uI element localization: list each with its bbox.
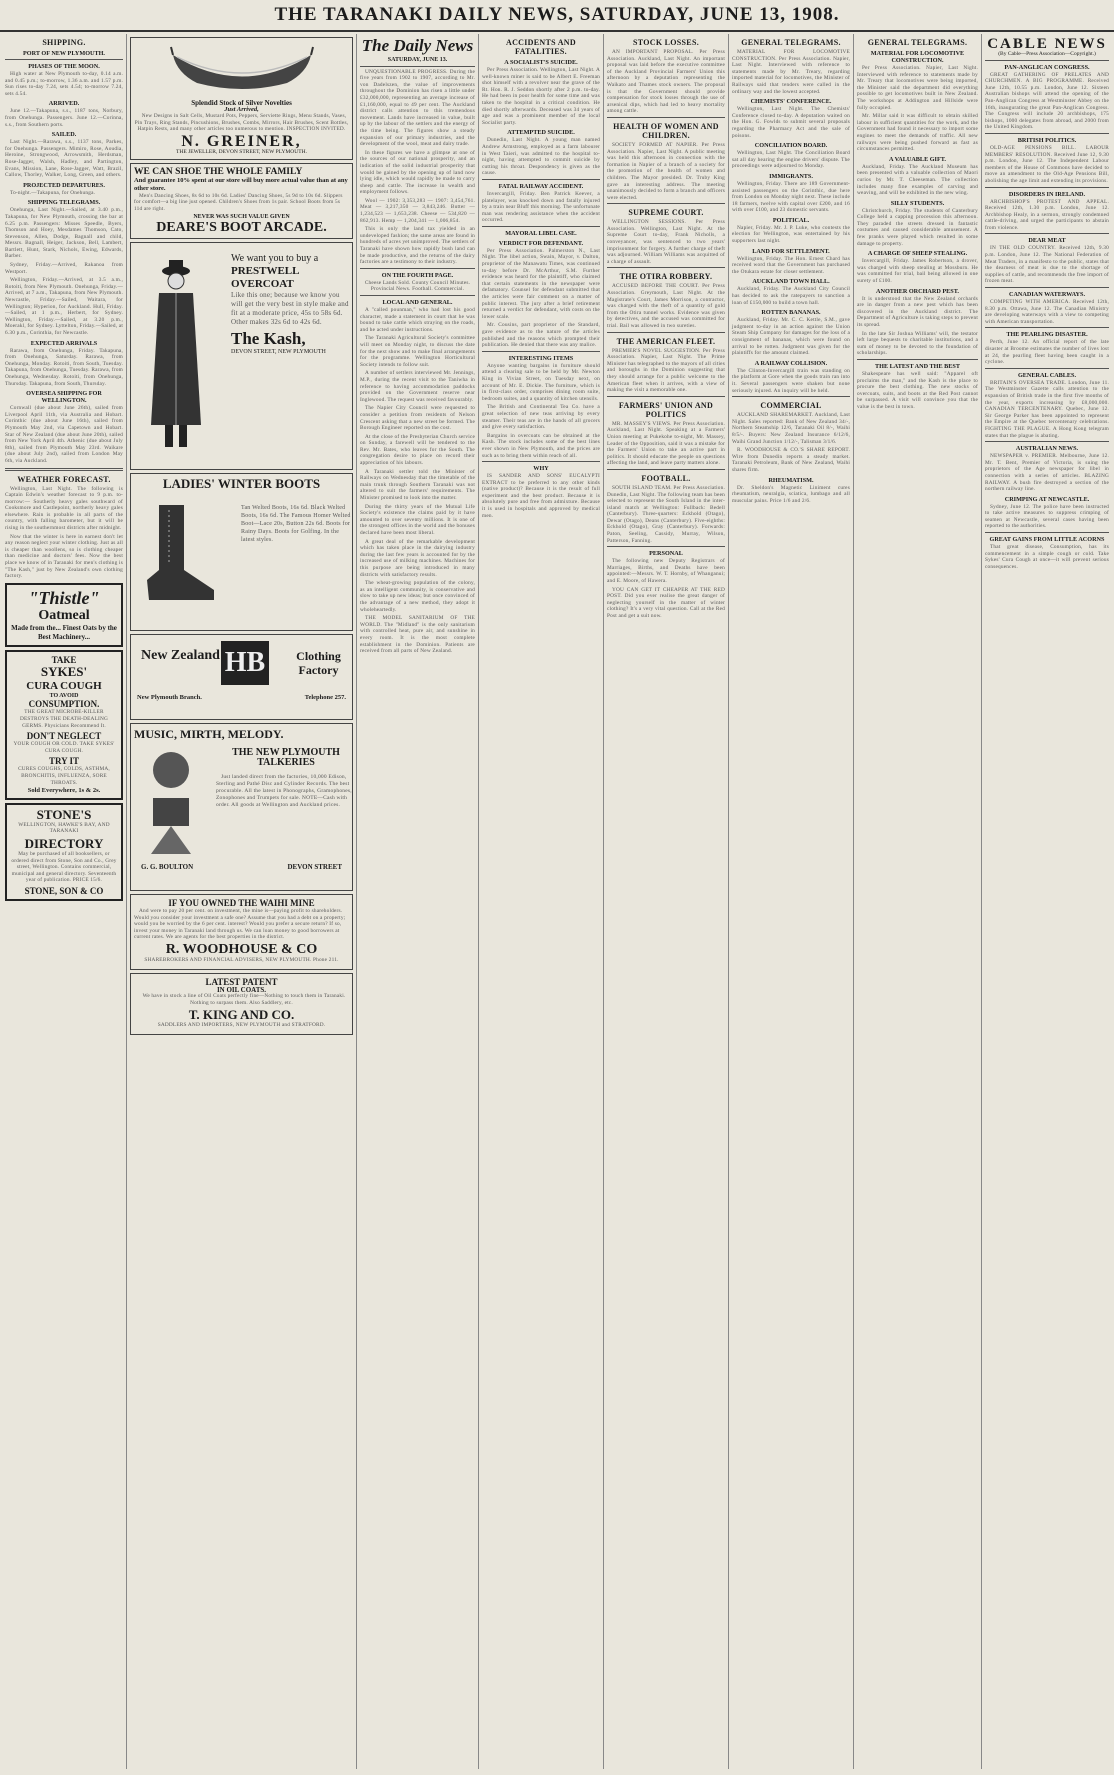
jeweller-address: THE JEWELLER, DEVON STREET, NEW PLYMOUTH. — [176, 148, 307, 155]
text-block: AN IMPORTANT PROPOSAL. Per Press Association. Auckland, Last Night. An important proposal was laid before the executive committee of the Auckland Provincial Farmers' Union this afternoon by a deputation representing the Waikato and Thames stock owners. The proposal is that the Government should provide compensation for stock losses through the use of arsenical dips, which had led to heavy mortality among cattle. — [607, 49, 725, 115]
heading-great-gains: GREAT GAINS FROM LITTLE ACORNS — [989, 536, 1105, 544]
text-block: Mr. Millar said it was difficult to obtain skilled labour in sufficient quantities for the work, and the Government had found it necessary to import some engines to meet the demands of traffic. All new railways were being pushed forward as fast as circumstances permitted. — [857, 113, 978, 153]
new-zealand-label: New Zealand — [141, 647, 220, 663]
text-block: The Clinton-Invercargill train was standing on the platform at Gore when the goods train ran into it. Several passengers were shaken but none seriously injured. An inquiry will be held. — [732, 367, 850, 394]
text-block: SADDLERS AND IMPORTERS, NEW PLYMOUTH and STRATFORD. — [157, 1022, 326, 1029]
dont-neglect-label: DON'T NEGLECT — [26, 731, 102, 742]
heading-attempted-suicide: ATTEMPTED SUICIDE. — [507, 129, 575, 137]
text-block: Invercargill, Friday. Ben Patrick Keever, a platelayer, was knocked down and fatally injured by a train near Bluff this morning. The unfortunate man was rendering assistance when the accident occurred. — [482, 190, 600, 224]
guarantee-text: And guarantee 10% spent at our store will buy more actual value than at any other store. — [134, 176, 348, 192]
kash-title: The Kash, — [231, 328, 306, 348]
text-block: ACCUSED BEFORE THE COURT. Per Press Association. Greymouth, Last Night. At the Magistrate's Court, James Morrison, a contractor, was charged with the theft of a quantity of gold from the Otira tunnel works. Evidence was given by detectives, and the accused was committed for trial. Bail was allowed in two sureties. — [607, 283, 725, 329]
text-block: Per Press Association. Napier, Last Night. Interviewed with reference to statements made by Mr. Treary that locomotives were being imported, the Minister said the department did everything possible to get locomotives built in New Zealand. The workshops at Addington and Hillside were fully occupied. — [857, 65, 978, 111]
text-block: Bargains in overcoats can be obtained at the Kash. The stock includes some of the best lines ever shown in New Plymouth, and the prices are such as to bring them within reach of all. — [482, 432, 600, 459]
heading-supreme-court: SUPREME COURT. — [628, 208, 704, 218]
text-block: The Taranaki Agricultural Society's committee will meet on Monday night, to discuss the date for the next show and to make final arrangements for the programme. Wellington Horticultural Society intends to follow suit. — [360, 335, 475, 368]
text-block: SOUTH ISLAND TEAM. Per Press Association. Dunedin, Last Night. The following team has been selected to represent the South Island in the inter-island match at Wellington: Fullback: Bedell (Canterbury). Three-quarters: Eckhold (Otago), Dewar (Otago), Deans (Canterbury). Five-eighths: Eckhold (Otago), Gray (Canterbury). Forwards: Paton, Seeling, Cassidy, Murray, Wilson, Patterson, Fanning. — [607, 484, 725, 544]
sold-everywhere: Sold Everywhere, 1s & 2s. — [27, 787, 101, 795]
heading-suicide: A SOCIALIST'S SUICIDE. — [504, 59, 578, 66]
heading-land-settlement: LAND FOR SETTLEMENT. — [752, 247, 830, 255]
heading-general-cables: GENERAL CABLES. — [1017, 371, 1077, 379]
text-block: In these figures we have a glimpse at one of the sources of our national prosperity, and an indication of the solid industrial prosperity that would be gained by the opening up of land now lying idle, which would rapidly be made to carry sheep and cattle. The increase in wealth and employment follows. — [360, 149, 475, 196]
heading-verdict: VERDICT FOR DEFENDANT. — [498, 239, 584, 247]
text-block: AUCKLAND SHAREMARKET. Auckland, Last Night. Sales reported: Bank of New Zealand 34/-, Northern Steamship 12/6, Taranaki Oil 8/-, Waihi 8/5/-. Buyers: New Zealand Insurance 6/12/6, Waihi Grand Junction 1/12/-, Talisman 3/1/6. — [732, 412, 850, 445]
text-block: Last Night.—Rarawa, s.s., 1137 tons, Parkes, for Onehunga. Passengers. Mimiro, Rose, Aoudia, Heroine, Strongwood, Arrowsmith, Herdsman, Rose-Jagger, Walsh, Hadley, and Partington, Evans, Mission, Lane, Rose-Jagger, Watt, Brazil, Callow, Thorley, Walker, Long, Green, and others. — [5, 139, 123, 179]
column-stock-losses — [604, 34, 729, 1769]
branch-label: New Plymouth Branch. — [137, 693, 202, 701]
oatmeal-title: Oatmeal — [38, 607, 90, 623]
sykes-cura-cough-ad — [5, 650, 123, 800]
text-block: OLD-AGE PENSIONS BILL. LABOUR MEMBERS' RESOLUTION. Received June 12, 9.30 p.m. London, June 12. The Independent Labour members of the House of Commons have decided to move an amendment to the Old-Age Pensions Bill, abolishing the age limit and extending its provisions. — [985, 144, 1109, 184]
heading-phases: PHASES OF THE MOON. — [28, 63, 100, 70]
cable-news-title: CABLE NEWS — [987, 36, 1107, 52]
column-general-telegrams-2 — [854, 34, 982, 1769]
heading-chemists-conference: CHEMISTS' CONFERENCE. — [750, 98, 832, 106]
heading-material: MATERIAL FOR LOCOMOTIVE CONSTRUCTION. — [870, 50, 965, 64]
heading-arrived: ARRIVED. — [48, 100, 80, 108]
text-block: New Designs in Salt Cells, Mustard Pots, Peppers, Serviette Rings, Menu Stands, Vases, Pin Trays, Ring Stands, Pincushions, Brushes, Combs, Mirrors, Hair Brushes, Scent Bottles, Hatpin Rests, and many other articles too numerous to mention. INSPECTION INVITED. — [134, 113, 349, 133]
text-block: Wellington, Friday. There are 189 Government-assisted passengers on the Corinthic, due here from London on Monday night next. These include 18 farmers, twelve with capital over £200, and 16 with over £100, and 23 domestic servants. — [732, 180, 850, 214]
text-block: Cornwall (due about June 26th), sailed from Liverpool April 11th, via Australia and Hobart. Corinthic (due about June 16th), sailed from Plymouth May 2nd, via Capetown and Hobart. Star of New Zealand (due about June 20th), sailed from New York April 4th. Athenic (due about July 8th), sailed from Plymouth May 23rd. Waikare (due about July 2nd), sailed from London May 6th, via Auckland. — [5, 405, 123, 464]
boulton-label: G. G. BOULTON — [141, 862, 194, 871]
text-block: This is only the land tax yielded in an undeveloped fashion; the same areas are found in hundreds of acres yet unimproved. The settlers of Taranaki have shown how rapidly bush land can be made productive, and the returns of the dairy factories are a testimony to their industry. — [360, 226, 475, 266]
heading-projected: PROJECTED DEPARTURES. — [23, 181, 105, 189]
kash-overcoat-ad — [130, 242, 353, 470]
cable-news-subtitle: (By Cable—Press Association—Copyright.) — [998, 51, 1096, 57]
canoe-caption: Splendid Stock of Silver Novelties — [191, 99, 292, 107]
text-block: Wellington, Last Night. The Chemists' Conference closed to-day. A deputation waited on the Hon. G. Fowlds to submit several proposals regarding the Pharmacy Act and the sale of poisons. — [732, 106, 850, 139]
ladies-boots-ad — [130, 473, 353, 631]
heading-sailed: SAILED. — [51, 131, 77, 139]
text-block: Napier, Friday. Mr. J. P. Luke, who contests the election for Wellington, was entertained by his supporters last night. — [732, 224, 850, 245]
heading-rotten-bananas: ROTTEN BANANAS. — [761, 309, 821, 317]
text-block: CURES COUGHS, COLDS, ASTHMA, BRONCHITIS, INFLUENZA, SORE THROATS. — [18, 766, 110, 786]
text-block: Dunedin, Last Night. A young man named Andrew Armstrong, employed as a farm labourer in West Taieri, was admitted to the hospital to-night, having attempted to commit suicide by cutting his throat. Despondency is given as the cause. — [482, 137, 600, 177]
text-block: Wellington, Friday.—Arrived, at 3.5 a.m., Rotoiti, from New Plymouth. Onehunga, Friday.—Arrived, at 7 a.m., Takapuna, from New Plymouth. Newcastle, Friday.—Sailed, Waitara, for Wellington; Hyperion, for Auckland. Hull, Friday.—Sailed, at 1 p.m., Herbert, for Sydney. Wellington, Friday.—Sailed, at 3.20 p.m., Moerakl, for Sydney. Lyttelton, Friday.—Sailed, at 6.30 p.m., Corinthia, for Newcastle. — [5, 277, 123, 336]
text-block: Rarawa, from Onehunga, Friday. Takapuna, from Onehunga, Saturday. Rarawa, from Onehunga, Monday. Rotoiti, from South, Tuesday. Takapuna, from Onehunga, Tuesday. Rarawa, from Onehunga, Wednesday. Rotoiti, from Onehunga, Thursday. Takapuna, from South, Thursday. — [5, 347, 123, 387]
text-block: Anyone wanting bargains in furniture should attend a clearing sale to be held by Mr. Newton King in Vivian Street, on Tuesday next, on account of Mr. E. Dickie. The furniture, which is in first-class order, comprises dining room suite, bedroom suites, and a quantity of kitchen utensils. — [482, 362, 600, 402]
text-block: The British and Continental Tea Co. have a great selection of new teas arriving by every steamer. Their teas are in the hands of all grocers and give every satisfaction. — [482, 404, 600, 431]
thistle-title: "Thistle" — [28, 587, 100, 608]
text-block: Wellington, Friday. The Hon. Ernest Chard has received word that the Government has purchased the Otukara estate for closer settlement. — [732, 255, 850, 275]
text-block: IN THE OLD COUNTRY. Received 12th, 9.30 p.m. London, June 12. The National Federation of Meat Traders, in a manifesto to the public, states that the dearness of meat is due to the shortage of supplies of cattle, and recommends the free import of frozen meat. — [985, 245, 1109, 285]
heading-australian-news: AUSTRALIAN NEWS. — [1015, 445, 1079, 453]
king-title: T. KING AND CO. — [188, 1007, 295, 1023]
text-block: SHAREBROKERS AND FINANCIAL ADVISERS, NEW PLYMOUTH. Phone 211. — [144, 956, 339, 963]
daily-news-title: The Daily News — [361, 36, 474, 55]
text-block: NEWSPAPER v. PREMIER. Melbourne, June 12. Mr. T. Bent, Premier of Victoria, is suing the proprietors of the Age newspaper for libel in connection with a series of articles. BLAZING RAILWAY. A bush fire destroyed a section of the northern railway line. — [985, 453, 1109, 493]
column-general-telegrams — [729, 34, 854, 1769]
text-block: Wellington, Last Night. The following is Captain Edwin's weather forecast to 9 p.m. to-morrow:— Southerly heavy gales southward of Cooksmore and Castlepoint, northerly heavy gales elsewhere. Rain is probable in all parts of the country, with falling barometer, but it will be rising in the southernmost districts after midnight. — [5, 485, 123, 532]
text-block: Like this one; because we know you will get the very best in style make and fit at a moderate price, 45s to 58s 6d. Other makes 32s 6d to 42s 6d. — [231, 290, 349, 326]
heading-british-politics: BRITISH POLITICS. — [1017, 136, 1077, 144]
boot-image — [139, 500, 219, 610]
heading-general-telegrams-2: GENERAL TELEGRAMS. — [867, 38, 968, 47]
column-cable-news — [982, 34, 1112, 1769]
text-block: The following new Deputy Registrars of Marriages, Births, and Deaths have been appointed:—Messrs. W. T. Hornby, of Whanganui; and E. Moore, of Hawera. — [607, 558, 725, 585]
heading-valuable-gift: A VALUABLE GIFT. — [889, 155, 946, 163]
stones-title: STONE'S — [36, 806, 92, 822]
text-block: We have in stock a line of Oil Coats perfectly fine—Nothing to touch them in Taranaki. Nothing to surpass them. Also Saddlery, etc. — [142, 993, 346, 1006]
talkeries-title: THE NEW PLYMOUTH TALKERIES — [232, 746, 340, 768]
heading-railway-collision: A RAILWAY COLLISION. — [754, 359, 828, 367]
masthead: THE TARANAKI DAILY NEWS, SATURDAY, JUNE 13, 1908. — [0, 4, 1114, 32]
devon-street-label: DEVON STREET — [287, 862, 342, 871]
heading-farmers-union: FARMERS' UNION AND POLITICS — [618, 400, 714, 419]
heading-personal: PERSONAL — [649, 550, 683, 558]
text-block: Onehunga, Last Night.—Sailed, at 3.40 p.m., Takapuna, for New Plymouth, crossing the bar at 6.25 p.m. Passengers: Misses Speedle, Byers, Thomson and Hoey, Mesdames Thomson, Cato, Stevenson, Allen, Dodge, Bagnall and child, Messrs. Bagnall, Heiger, Jackson, Bell, Lambert, Bartlett, Hunt, Stark, Nichols, Ewing, Edwards, Barber. — [5, 207, 123, 260]
heading-auckland-town-hall: AUCKLAND TOWN HALL. — [752, 278, 830, 286]
text-block: IS SANDER AND SONS' EUCALYPTI EXTRACT to be preferred to any other kinds (native product)? Because it is the result of full experiment and the best product. Because it is absolutely pure and free from admixture. Because it is used in hospitals and approved by medical men. — [482, 473, 600, 519]
heading-pearling-disaster: THE PEARLING DISASTER. — [1006, 331, 1088, 339]
text-block: And were to pay 20 per cent. on investment, the mine is—paying profit to shareholders. Would you consider your investment a safe one? Assume that you had a debt on a property; would you be worried by the 6 per cent. interest? Would you prefer a secure return? If so, invest your money in Taranaki land through us. We can loan money to good borrowers at current rates. We are agents for the best properties in the district. — [134, 907, 346, 941]
text-block: A Taranaki settler told the Minister of Railways on Wednesday that the timetable of the main trunk through Southern Taranaki was not altered to suit the farmers' requirements. The Minister promised to look into the matter. — [360, 468, 475, 502]
text-block: PREMIER'S NOVEL SUGGESTION. Per Press Association. Napier, Last Night. The Prime Minister has telegraphed to the mayors of all cities and boroughs in the Dominion suggesting that they should arrange for a public welcome to the American fleet when it arrives, with a view of making the visit a memorable one. — [607, 347, 725, 394]
text-block: May be purchased of all booksellers, or ordered direct from Stone, Son and Co., Grey street, Wellington. Contains commercial, municipal and general directory. Seventeenth year of publication. PRICE 15/6. — [11, 850, 117, 884]
text-block: Sydney, June 12. The police have been instructed to take active measures to suppress crimping of seamen at Newcastle, several cases having been reported to the authorities. — [985, 503, 1109, 530]
heading-pan-anglican: PAN-ANGLICAN CONGRESS. — [1004, 63, 1090, 71]
text-block: During the thirty years of the Mutual Life Society's existence the claims paid by it have amounted to over seventy millions. It is one of the strongest offices in the world and the bonuses declared have been most liberal. — [360, 503, 475, 536]
text-block: R. WOODHOUSE & CO.'S SHARE REPORT. Wire from Dunedin reports a steady market. Taranaki Petroleum, Bank of New Zealand, Waihi shares firm. — [732, 447, 850, 473]
text-block: A great deal of the remarkable development which has taken place in the dairying industry during the last few years is accounted for by the increased use of milking machines. Machines for this purpose are being introduced in many districts with satisfactory results. — [360, 538, 475, 578]
take-label: TAKE — [51, 654, 77, 665]
text-block: THE GREAT MICROBE-KILLER DESTROYS THE DEATH-DEALING GERMS. Physicians Recommend It. — [19, 709, 109, 729]
heading-silly-students: SILLY STUDENTS. — [890, 199, 945, 207]
heading-dear-meat: DEAR MEAT — [1028, 237, 1066, 245]
text-block: Auckland, Friday. Mr. C. C. Kettle, S.M., gave judgment to-day in an action against the Union Steam Ship Company for damages for the loss of a consignment of bananas, which were found on arrival to be rotten. Judgment was given for the plaintiffs for the amount claimed. — [732, 317, 850, 357]
heading-fourth-page: ON THE FOURTH PAGE. — [381, 271, 454, 279]
heading-conciliation: CONCILIATION BOARD. — [754, 142, 828, 150]
directory-title: DIRECTORY — [24, 835, 104, 851]
clothing-factory-label: Clothing Factory — [296, 648, 341, 677]
heading-general-telegrams: GENERAL TELEGRAMS. — [741, 38, 841, 47]
ladies-boots-title: LADIES' WINTER BOOTS — [162, 475, 321, 491]
oil-coats-label: IN OIL COATS. — [216, 985, 267, 994]
cura-cough-label: CURA COUGH — [26, 679, 102, 692]
king-oilcoats-ad — [130, 973, 353, 1035]
text-block: A "called pounman," who had lost his good character, made a statement in court that he was bound to take cattle which straying on the roads, and he acted under instructions. — [360, 307, 475, 333]
text-block: Sydney, Friday.—Arrived, Rakanoa from Westport. — [5, 262, 123, 275]
consumption-label: CONSUMPTION. — [28, 699, 100, 710]
try-it-label: TRY IT — [48, 756, 80, 767]
heading-sheep-stealing: A CHARGE OF SHEEP STEALING. — [867, 250, 968, 258]
heading-expected: EXPECTED ARRIVALS — [30, 339, 98, 347]
text-block: Invercargill, Friday. James Robertson, a drover, was charged with sheep stealing at Mossburn. He was committed for trial, bail being allowed in one surety of £100. — [857, 258, 978, 285]
greiner-ad — [130, 37, 353, 160]
text-block: WELLINGTON, HAWKE'S BAY, AND TARANAKI — [18, 821, 110, 835]
heading-health-women: HEALTH OF WOMEN AND CHILDREN. — [613, 121, 719, 140]
text-block: YOU CAN GET IT CHEAPER AT THE RED POST. Did you ever realise the great danger of neglecting yourself in the matter of winter clothing? It's a very vital question. Call at the Red Post and get a suit now. — [607, 586, 725, 619]
text-block: That great disease, Consumption, has its commencement in a simple cough or cold. Take Sykes' Cura Cough at once—it will prevent serious consequences. — [985, 544, 1109, 570]
avoid-label: TO AVOID — [49, 692, 79, 699]
daily-news-date: SATURDAY, JUNE 13. — [387, 57, 448, 63]
text-block: YOUR COUGH OR COLD. TAKE SYKES' CURA COUGH. — [13, 741, 115, 754]
text-block: June 12.—Takapuna, s.s., 1187 tons, Norbury, from Onehunga. Passengers. June 12.—Corinna, s.s., from Southern ports. — [5, 108, 123, 128]
thistle-oatmeal-ad — [5, 583, 123, 647]
overcoat-man-image — [141, 255, 211, 455]
text-block: GREAT GATHERING OF PRELATES AND CHURCHMEN. A BIG PROGRAMME. Received June 12th, 10.55 p.m. London, June 12. Sixteen Australian bishops will attend the opening of the Pan-Anglican Congress at Westminster Abbey on the 16th, inaugurating the great Pan-Anglican Congress. The Congress will include 20 archbishops, 175 bishops, 1000 delegates from abroad, and 2000 from the United Kingdom. — [985, 71, 1109, 131]
heading-stock-losses: STOCK LOSSES. — [632, 38, 699, 47]
text-block: To-night.—Takapuna, for Onehunga. — [10, 189, 96, 196]
heading-orchard-pest: ANOTHER ORCHARD PEST. — [876, 287, 959, 295]
text-block: High water at New Plymouth to-day, 0.14 a.m. and 0.45 p.m.; to-morrow, 1.36 a.m. and 1.57 p.m. Sun rises to-day 7.24, sets 4.54; to-morrow 7.24, sets 4.54. — [5, 71, 123, 97]
heading-weather: WEATHER FORECAST. — [17, 474, 111, 484]
heading-port: PORT OF NEW PLYMOUTH. — [23, 50, 105, 57]
heading-commercial: COMMERCIAL — [760, 401, 822, 411]
oatmeal-subtitle: Made from the... Finest Oats by the Best Machinery... — [11, 623, 117, 641]
prestwell-title: PRESTWELL OVERCOAT — [231, 264, 299, 290]
column-daily-news — [357, 34, 479, 1769]
heading-political: POLITICAL. — [772, 216, 810, 224]
text-block: Per Press Association. Wellington, Last Night. A well-known miner is said to be Albert E. Freeman shot himself with a revolver near the grave of the Rt. Hon. R. J. Seddon shortly after 2 p.m. to-day. He had been in poor health for some time and was taken to the hospital in a critical condition. He died shortly afterwards. Deceased was 34 years of age and was a prominent member of the local Socialist party. — [482, 67, 600, 126]
telephone-label: Telephone 257. — [304, 693, 346, 701]
heading-rheumatism: RHEUMATISM. — [768, 476, 814, 484]
heading-otira-robbery: THE OTIRA ROBBERY. — [619, 272, 713, 282]
heading-why: WHY — [533, 465, 549, 473]
text-block: Shakespeare has well said: "Apparel oft proclaims the man," and the Kash is the place to procure the best clothing. The new stocks of overcoats, suits, and boots at the Red Post cannot be surpassed. A visit will convince you that the value is the best in town. — [857, 370, 978, 410]
text-block: Tan Welted Boots, 16s 6d. Black Welted Boots, 16s 6d. The Famous Homer Welted Boot—Lace 20s, Button 22s 6d. Boots for Rainy Days. Boots for Golfing. In the latest styles. — [241, 504, 351, 543]
heading-shipping: SHIPPING. — [42, 38, 86, 47]
text-block: MR. MASSEY'S VIEWS. Per Press Association. Auckland, Last Night. Speaking at a Farmers' Union meeting at Pukekohe to-night, Mr. Massey, Leader of the Opposition, said it was a mistake for the Farmers' Union to take an active part in politics. It should educate the people on questions affecting the land, and leave party matters alone. — [607, 420, 725, 467]
text-block: Dr. Sheldon's Magnetic Liniment cures rheumatism, neuralgia, sciatica, lumbago and all muscular pains. Price 1/6 and 2/6. — [732, 484, 850, 504]
text-block: Christchurch, Friday. The students of Canterbury College held a capping procession this afternoon. They paraded the streets dressed in fantastic costumes and caused considerable amusement. A few pranks were played which resulted in some damage to property. — [857, 207, 978, 247]
heading-american-fleet: THE AMERICAN FLEET. — [616, 336, 716, 346]
text-block: Per Press Association. Palmerston N., Last Night. The libel action, Swain, Mayor, v. Dalton, proprietor of the Manawatu Times, was continued to-day before Dr. McArthur, S.M. Further evidence was heard for the plaintiff, who claimed that certain statements in the newspaper were defamatory. Counsel for defendant submitted that the articles were fair comment on a matter of public interest. The jury after a brief retirement returned a verdict for defendant, with costs on the lower scale. — [482, 247, 600, 320]
text-block: Men's Dancing Shoes, 8s 6d to 10s 6d. Ladies' Dancing Shoes, 5s 9d to 10s 6d. Slippers for comfort—a big line just opened. Children's Shoes from 1s pair. School Boots from 5s 11d are right. — [134, 192, 343, 212]
heading-oversea: OVERSEA SHIPPING FOR WELLINGTON. — [26, 390, 102, 405]
text-block: The Napier City Council were requested to consider a petition from residents of Nelson Crescent asking that a new street be formed. The Borough Engineer reported on the cost. — [360, 405, 475, 432]
heading-railway-accident: FATAL RAILWAY ACCIDENT. — [498, 182, 584, 190]
never-value: NEVER WAS SUCH VALUE GIVEN — [193, 214, 290, 221]
heading-crimping: CRIMPING AT NEWCASTLE. — [1004, 495, 1090, 503]
heading-canadian-waterways: CANADIAN WATERWAYS. — [1009, 291, 1085, 299]
heading-latest-best: THE LATEST AND THE BEST — [875, 362, 960, 370]
text-block: SOCIETY FORMED AT NAPIER. Per Press Association. Napier, Last Night. A public meeting was held this afternoon in connection with the formation in Napier of a branch of a society for the promotion of the health of women and children. The Mayor presided. Dr. Truby King gave an interesting address. The meeting unanimously decided to form a branch and officers were elected. — [607, 141, 725, 201]
waihi-heading: IF YOU OWNED THE WAIHI MINE — [168, 897, 315, 908]
text-block: Just landed direct from the factories, 10,000 Edison, Sterling and Pathé Disc and Cylinder Records. The best procurable. All the latest in Phonographs, Gramophones, Zonophones and Trumpets for sale. NOTE—Cash with order. All goods at Wellington and Auckland prices. — [216, 773, 352, 808]
text-block: It is understood that the New Zealand orchards are in danger from a new pest which has been discovered in the Auckland district. The Department of Agriculture is taking steps to prevent its spread. — [857, 295, 978, 328]
text-block: MATERIAL FOR LOCOMOTIVE CONSTRUCTION. Per Press Association. Napier, Last Night. Interviewed with reference to statements made by Mr. Treary, regarding imported material for locomotives, the Minister of Railways said that tenders were called in the ordinary way and the lowest accepted. — [732, 49, 850, 95]
heading-accidents: ACCIDENTS AND FATALITIES. — [506, 38, 576, 56]
heading-telegrams: SHIPPING TELEGRAMS. — [27, 199, 101, 207]
latest-patent: LATEST PATENT — [205, 976, 278, 987]
gramophone-image — [141, 748, 201, 858]
text-block: In the late Sir Joshua Williams' will, the testator left large bequests to charitable institutions, and a sum of money to be devoted to the foundation of scholarships. — [857, 330, 978, 357]
text-block: Mr. Cousins, part proprietor of the Standard, gave evidence as to the nature of the articles published and the reasons which prompted their publication. He denied that there was any malice. — [482, 322, 600, 349]
text-block: At the close of the Presbyterian Church service on Sunday, a farewell will be tendered to the Rev. Mr. Bates, who leaves for the South. The congregation desire to place on record their appreciation of his labours. — [360, 433, 475, 467]
text-block: THE MODEL SANITARIUM OF THE WORLD. The "Midland" is the only sanitarium with controlled heat, pure air, and sunshine in every room. It is the most complete establishment in the Dominion. Patients are received from all parts of New Zealand. — [360, 615, 475, 655]
text-block: COMPETING WITH AMERICA. Received 12th, 8.30 p.m. Ottawa, June 12. The Canadian Ministry are developing waterways with a view to competing with American transportation. — [985, 299, 1109, 325]
text-block: Auckland, Friday. The Auckland Museum has been presented with a valuable collection of Maori curios by Mr. T. Cheeseman. The collection includes many fine examples of carving and weaving, and will be exhibited in the new wing. — [857, 163, 978, 197]
kash-address: DEVON STREET, NEW PLYMOUTH — [231, 348, 326, 355]
woodhouse-title: R. WOODHOUSE & CO — [165, 941, 318, 957]
music-title: MUSIC, MIRTH, MELODY. — [134, 726, 284, 741]
text-block: Perth, June 12. An official report of the late disaster at Broome estimates the number of lives lost at 24, the pearling fleet having been caught in a cyclone. — [985, 339, 1109, 366]
hb-logo: HB — [221, 641, 269, 685]
text-block: Now that the winter is here in earnest don't let any reason neglect your winter clothing. Just as all is cheaper than woollens, so is clothing cheaper than medicine and doctors' fees. Now the best place we know of in Taranaki for men's clothing is "The Kash," just by New Zealand's own clothing factory. — [5, 533, 123, 580]
greiner-title: N. GREINER, — [181, 132, 302, 150]
text-block: WELLINGTON SESSIONS. Per Press Association. Wellington, Last Night. At the Supreme Court to-day, Frank Nicholls, a conveyancer, was sentenced to two years' imprisonment for forgery. A further charge of theft was adjourned. William Williams was acquitted of a charge of assault. — [607, 219, 725, 265]
column-accidents — [479, 34, 604, 1769]
heading-disorders-ireland: DISORDERS IN IRELAND. — [1008, 190, 1086, 198]
text-block: A number of settlers interviewed Mr. Jennings, M.P., during the recent visit to the Taniwha in reference to having accommodation paddocks provided on the Government reserve near Inglewood. The request was received favourably. — [360, 370, 475, 403]
text-block: ARCHBISHOP'S PROTEST AND APPEAL. Received 12th, 1.30 p.m. London, June 12. Archbishop Healy, in a sermon, strongly condemned cattle-driving, and urged the participants to abstain from violence. — [985, 198, 1109, 231]
silver-canoe-image — [167, 43, 317, 98]
text-block: Cheese Lands Sold. County Council Minutes. Provincial News. Football. Commercial. — [364, 279, 471, 293]
heading-mayoral-libel: MAYORAL LIBEL CASE. — [505, 229, 577, 237]
heading-interesting-items: INTERESTING ITEMS — [508, 354, 574, 362]
heading-immigrants: IMMIGRANTS. — [769, 172, 813, 180]
text-block: Auckland, Friday. The Auckland City Council has decided to ask the ratepayers to sanction a loan of £150,000 to build a town hall. — [732, 286, 850, 306]
hb-clothing-ad — [130, 634, 353, 720]
deare-title: DEARE'S BOOT ARCADE. — [156, 219, 327, 235]
deare-boot-ad — [130, 163, 353, 239]
text-block: The wheat-growing population of the colony, as an intelligent community, is conservative and slow to take up new ideas; but once convinced of the advantage of a new method, they adopt it wholeheartedly. — [360, 580, 475, 613]
text-block: Wellington, Last Night. The Conciliation Board sat all day hearing the engine drivers' dispute. The proceedings were adjourned to Monday. — [732, 150, 850, 170]
woodhouse-ad — [130, 894, 353, 970]
want-text: We want you to buy a — [231, 252, 319, 264]
column-advertisements — [127, 34, 357, 1769]
just-arrived-label: Just Arrived, — [224, 105, 259, 113]
shoe-family-heading: WE CAN SHOE THE WHOLE FAMILY — [134, 166, 303, 177]
text-block: BRITAIN'S OVERSEA TRADE. London, June 11. The Westminster Gazette calls attention to the expansion of British trade in the first five months of the year, exports increasing by £8,000,000. CANADIAN TERCENTENARY. Quebec, June 12. Sir George Parker has been appointed to represent the Empire at the Quebec tercentenary celebrations. FIGHTING THE PLAGUE. A Hong Kong telegram states that the plague is abating. — [985, 379, 1109, 439]
sykes-label: SYKES' — [40, 663, 88, 679]
column-shipping — [2, 34, 127, 1769]
text-block: Wool — 1902: 3,353,283 — 1907: 3,454,761. Meat — 3,217,350 — 3,843,246. Butter — 1,234,523 — 1,653,238. Cheese — 534,820 — 862,913. Hemp — 1,204,341 — 1,006,854. — [360, 197, 475, 224]
heading-football: FOOTBALL. — [641, 473, 691, 483]
heading-local-general: LOCAL AND GENERAL. — [382, 299, 453, 306]
stone-son-co: STONE, SON & CO — [24, 885, 104, 896]
stones-directory-ad — [5, 803, 123, 901]
text-block: UNQUESTIONABLE PROGRESS. During the five years from 1902 to 1907, according to Mr. von Dadelszen, the value of improvements throughout the Dominion has risen a little under £32,000,000, representing an average increase of £1,160,000, equal to 49 per cent. The Auckland district calls attention to this tremendous movement. Lands have increased in value, built up by the labour of the settlers and the energy of the time being. The figures show a steady expansion of our primary industries, and the development of the wool, meat and dairy trade. — [360, 68, 475, 148]
talkeries-ad — [130, 723, 353, 891]
